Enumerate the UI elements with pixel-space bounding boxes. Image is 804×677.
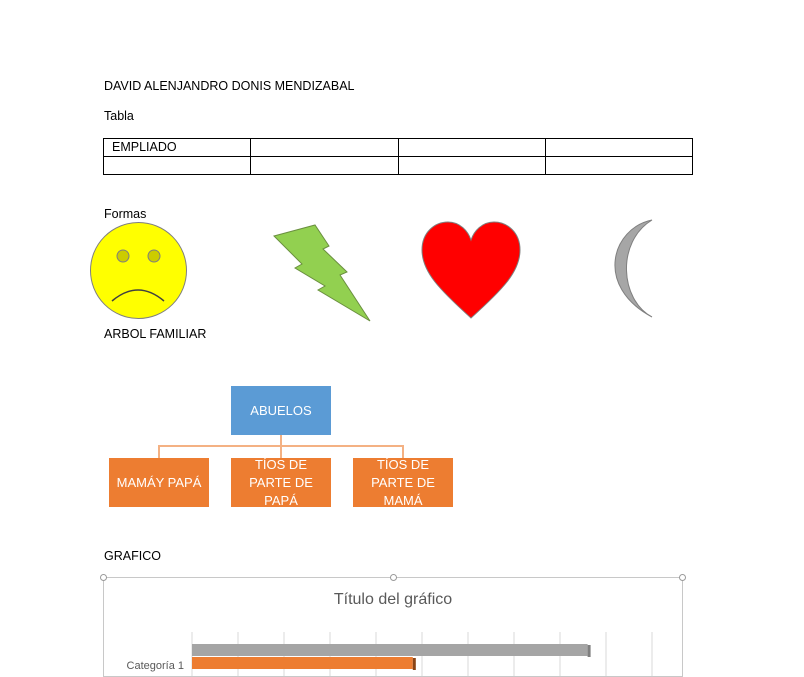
right-eye [148, 250, 160, 262]
face-circle [91, 223, 187, 319]
lightning-bolt-shape[interactable] [274, 225, 370, 321]
shapes-canvas [0, 0, 804, 330]
family-tree-heading: ARBOL FAMILIAR [104, 327, 207, 341]
table-heading: Tabla [104, 109, 134, 123]
org-connector [158, 445, 160, 458]
chart-bar [192, 657, 413, 669]
chart-bar-side [413, 658, 416, 670]
table-cell[interactable]: EMPLIADO [104, 139, 251, 157]
chart-category-label: Categoría 1 [126, 660, 184, 672]
chart-bar-side [588, 645, 591, 657]
moon-shape[interactable] [615, 220, 652, 317]
heart-shape[interactable] [422, 222, 520, 318]
chart-plot [104, 578, 682, 676]
org-node-parents[interactable]: MAMÁY PAPÁ [109, 458, 209, 507]
chart-title: Título del gráfico [333, 591, 453, 608]
chart-frame[interactable] [103, 577, 683, 677]
chart-heading: GRAFICO [104, 549, 161, 563]
left-eye [117, 250, 129, 262]
sad-face-shape[interactable] [91, 223, 187, 319]
resize-handle-top-right[interactable] [679, 574, 686, 581]
resize-handle-top-left[interactable] [100, 574, 107, 581]
shapes-heading: Formas [104, 207, 147, 221]
chart-bar [192, 644, 588, 656]
resize-handle-top[interactable] [390, 574, 397, 581]
author-name: DAVID ALENJANDRO DONIS MENDIZABAL [104, 79, 355, 93]
org-node-paternal-uncles[interactable]: TÍOS DE PARTE DE PAPÁ [231, 458, 331, 507]
org-node-maternal-uncles[interactable]: TÍOS DE PARTE DE MAMÁ [353, 458, 453, 507]
org-node-grandparents[interactable]: ABUELOS [231, 386, 331, 435]
